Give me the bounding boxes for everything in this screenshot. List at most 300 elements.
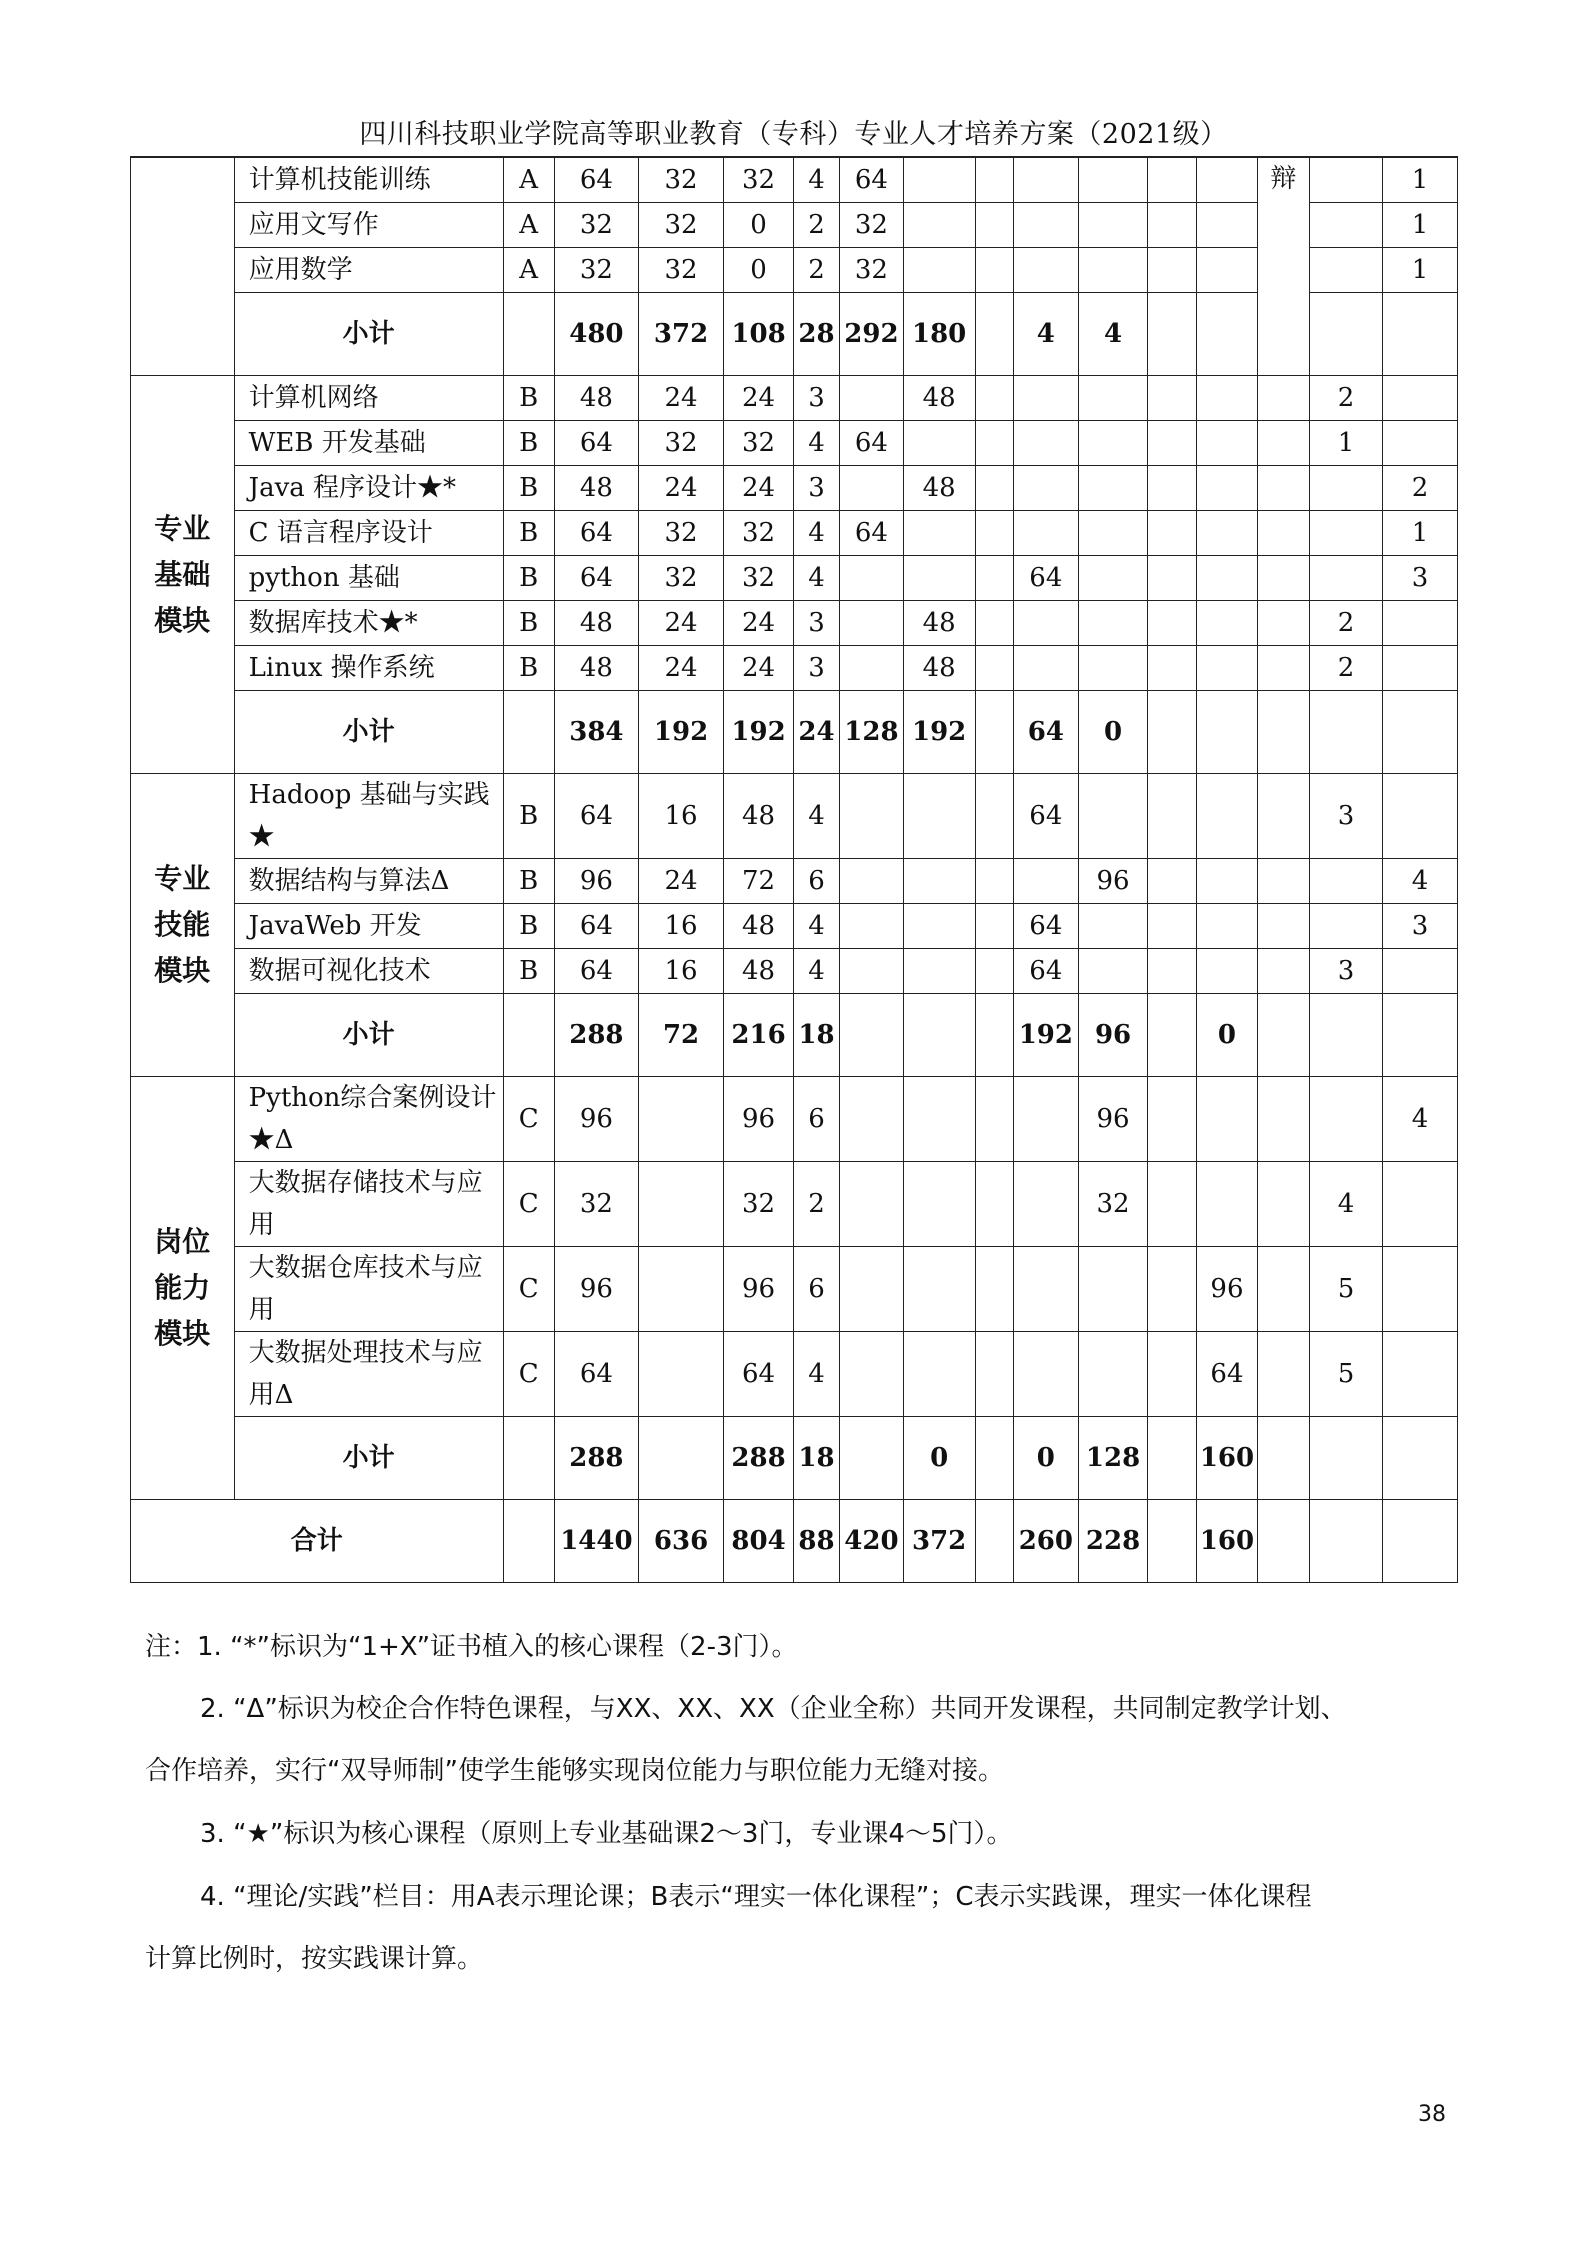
table-row: [131, 556, 1458, 601]
cell: [503, 691, 554, 774]
practice-hours: 0: [724, 203, 794, 248]
semester-4: 32: [1079, 1162, 1148, 1247]
test-col: [1382, 691, 1457, 774]
cell: [1147, 1417, 1196, 1500]
cell: [503, 1500, 554, 1583]
semester-5: [1197, 1077, 1258, 1162]
semester-5: [1197, 904, 1258, 949]
semester-1: [840, 904, 904, 949]
semester-5: [1197, 774, 1258, 859]
semester-1: [840, 466, 904, 511]
theory-hours: 32: [638, 511, 723, 556]
semester-2: [903, 1077, 975, 1162]
course-type: B: [503, 556, 554, 601]
exam-col: [1310, 466, 1383, 511]
exam-col: 4: [1310, 1162, 1383, 1247]
semester-2: [903, 511, 975, 556]
table-row: [131, 774, 1458, 859]
cell: [1147, 994, 1196, 1077]
practice-hours: 108: [724, 293, 794, 376]
semester-3: 260: [1013, 1500, 1079, 1583]
exam-col: [1310, 158, 1383, 203]
page-number: 38: [1418, 2102, 1446, 2127]
exam-col: [1310, 1077, 1383, 1162]
test-col: 2: [1382, 466, 1457, 511]
practice-hours: 48: [724, 774, 794, 859]
semester-2: [903, 203, 975, 248]
exam-col: [1310, 511, 1383, 556]
semester-3: 64: [1013, 774, 1079, 859]
cell: [975, 1332, 1013, 1417]
semester-3: 4: [1013, 293, 1079, 376]
assessment-cell: 辩: [1257, 158, 1309, 376]
cell: [975, 556, 1013, 601]
course-name: 大数据仓库技术与应用: [234, 1247, 503, 1332]
credits: 18: [793, 1417, 839, 1500]
semester-5: 96: [1197, 1247, 1258, 1332]
credits: 2: [793, 248, 839, 293]
test-col: [1382, 601, 1457, 646]
module-label: 专业技能模块: [131, 774, 235, 1077]
test-col: 4: [1382, 1077, 1457, 1162]
credits: 4: [793, 421, 839, 466]
exam-col: [1310, 691, 1383, 774]
note-1: 注：1. “*”标识为“1+X”证书植入的核心课程（2-3门）。: [145, 1632, 798, 1662]
semester-1: 64: [840, 158, 904, 203]
cell: [1147, 1077, 1196, 1162]
test-col: 4: [1382, 859, 1457, 904]
course-type: B: [503, 466, 554, 511]
semester-5: [1197, 376, 1258, 421]
test-col: [1382, 949, 1457, 994]
practice-hours: 0: [724, 248, 794, 293]
semester-3: 192: [1013, 994, 1079, 1077]
course-name: JavaWeb 开发: [234, 904, 503, 949]
total-hours: 32: [554, 1162, 638, 1247]
semester-4: [1079, 556, 1148, 601]
exam-col: [1310, 293, 1383, 376]
table-row: [131, 601, 1458, 646]
semester-1: [840, 556, 904, 601]
cell: [975, 1417, 1013, 1500]
assessment-cell: [1257, 774, 1309, 859]
assessment-cell: [1257, 904, 1309, 949]
table-row: [131, 1247, 1458, 1332]
total-hours: 32: [554, 248, 638, 293]
theory-hours: 24: [638, 859, 723, 904]
table-row: [131, 1162, 1458, 1247]
course-type: B: [503, 601, 554, 646]
cell: [1147, 466, 1196, 511]
test-col: [1382, 774, 1457, 859]
semester-4: 4: [1079, 293, 1148, 376]
cell: [975, 691, 1013, 774]
exam-col: [1310, 1417, 1383, 1500]
exam-col: 1: [1310, 421, 1383, 466]
cell: [1147, 774, 1196, 859]
table-row: [131, 511, 1458, 556]
semester-3: [1013, 203, 1079, 248]
semester-4: [1079, 158, 1148, 203]
semester-4: [1079, 601, 1148, 646]
semester-1: 32: [840, 248, 904, 293]
credits: 4: [793, 158, 839, 203]
exam-col: 5: [1310, 1332, 1383, 1417]
test-col: [1382, 1247, 1457, 1332]
test-col: 3: [1382, 904, 1457, 949]
assessment-cell: [1257, 1247, 1309, 1332]
semester-3: [1013, 1332, 1079, 1417]
table-row: [131, 1332, 1458, 1417]
cell: [975, 601, 1013, 646]
theory-hours: [638, 1417, 723, 1500]
course-name: 计算机技能训练: [234, 158, 503, 203]
cell: [975, 949, 1013, 994]
cell: [975, 646, 1013, 691]
total-hours: 96: [554, 859, 638, 904]
semester-5: 160: [1197, 1500, 1258, 1583]
theory-hours: 16: [638, 774, 723, 859]
table-row: [131, 376, 1458, 421]
table-row: [131, 949, 1458, 994]
total-hours: 64: [554, 1332, 638, 1417]
cell: [1147, 293, 1196, 376]
test-col: [1382, 293, 1457, 376]
semester-3: 0: [1013, 1417, 1079, 1500]
cell: [503, 1417, 554, 1500]
total-hours: 96: [554, 1247, 638, 1332]
module-label: 专业基础模块: [131, 376, 235, 774]
cell: [1147, 691, 1196, 774]
test-col: [1382, 1500, 1457, 1583]
course-name: 大数据存储技术与应用: [234, 1162, 503, 1247]
credits: 6: [793, 1247, 839, 1332]
semester-3: [1013, 248, 1079, 293]
exam-col: [1310, 1500, 1383, 1583]
course-name: WEB 开发基础: [234, 421, 503, 466]
semester-3: [1013, 421, 1079, 466]
test-col: 1: [1382, 158, 1457, 203]
semester-5: [1197, 949, 1258, 994]
course-type: C: [503, 1077, 554, 1162]
semester-2: [903, 949, 975, 994]
table-row: [131, 859, 1458, 904]
practice-hours: 24: [724, 646, 794, 691]
credits: 28: [793, 293, 839, 376]
cell: [1147, 904, 1196, 949]
course-type: B: [503, 774, 554, 859]
note-2-continued: 合作培养，实行“双导师制”使学生能够实现岗位能力与职位能力无缝对接。: [145, 1756, 1004, 1786]
exam-col: [1310, 859, 1383, 904]
semester-1: [840, 1077, 904, 1162]
semester-4: [1079, 466, 1148, 511]
subtotal-label: 小计: [234, 994, 503, 1077]
semester-1: 292: [840, 293, 904, 376]
cell: [975, 421, 1013, 466]
semester-2: [903, 421, 975, 466]
practice-hours: 32: [724, 1162, 794, 1247]
cell: [975, 293, 1013, 376]
theory-hours: 72: [638, 994, 723, 1077]
semester-1: 64: [840, 421, 904, 466]
total-hours: 64: [554, 556, 638, 601]
practice-hours: 32: [724, 511, 794, 556]
semester-3: [1013, 646, 1079, 691]
practice-hours: 24: [724, 376, 794, 421]
credits: 3: [793, 601, 839, 646]
test-col: [1382, 1162, 1457, 1247]
cell: [975, 466, 1013, 511]
practice-hours: 48: [724, 904, 794, 949]
course-name: 数据可视化技术: [234, 949, 503, 994]
practice-hours: 24: [724, 601, 794, 646]
semester-2: 372: [903, 1500, 975, 1583]
semester-5: [1197, 859, 1258, 904]
cell: [1147, 248, 1196, 293]
course-name: C 语言程序设计: [234, 511, 503, 556]
cell: [975, 158, 1013, 203]
test-col: [1382, 421, 1457, 466]
cell: [1147, 1162, 1196, 1247]
practice-hours: 96: [724, 1247, 794, 1332]
theory-hours: 16: [638, 949, 723, 994]
practice-hours: 48: [724, 949, 794, 994]
semester-5: [1197, 203, 1258, 248]
semester-5: [1197, 646, 1258, 691]
semester-3: [1013, 158, 1079, 203]
test-col: 1: [1382, 248, 1457, 293]
assessment-cell: [1257, 511, 1309, 556]
practice-hours: 32: [724, 556, 794, 601]
cell: [975, 994, 1013, 1077]
semester-1: [840, 949, 904, 994]
test-col: 1: [1382, 203, 1457, 248]
total-hours: 288: [554, 1417, 638, 1500]
semester-5: [1197, 248, 1258, 293]
table-row: [131, 646, 1458, 691]
semester-4: [1079, 421, 1148, 466]
course-type: B: [503, 511, 554, 556]
cell: [1147, 601, 1196, 646]
cell: [975, 1077, 1013, 1162]
semester-4: [1079, 376, 1148, 421]
semester-2: 0: [903, 1417, 975, 1500]
course-type: B: [503, 949, 554, 994]
exam-col: 3: [1310, 774, 1383, 859]
theory-hours: [638, 1332, 723, 1417]
table-row: [131, 1077, 1458, 1162]
theory-hours: [638, 1162, 723, 1247]
credits: 4: [793, 774, 839, 859]
cell: [975, 904, 1013, 949]
assessment-cell: [1257, 1332, 1309, 1417]
semester-4: [1079, 511, 1148, 556]
cell: [503, 293, 554, 376]
total-hours: 64: [554, 158, 638, 203]
semester-4: [1079, 248, 1148, 293]
semester-5: [1197, 691, 1258, 774]
assessment-cell: [1257, 646, 1309, 691]
cell: [975, 203, 1013, 248]
semester-4: 0: [1079, 691, 1148, 774]
course-type: B: [503, 646, 554, 691]
total-hours: 48: [554, 601, 638, 646]
course-name: Python综合案例设计★Δ: [234, 1077, 503, 1162]
credits: 3: [793, 646, 839, 691]
test-col: 3: [1382, 556, 1457, 601]
theory-hours: 32: [638, 158, 723, 203]
semester-2: 48: [903, 466, 975, 511]
course-plan-table: [130, 157, 1458, 1583]
assessment-cell: [1257, 859, 1309, 904]
semester-3: [1013, 511, 1079, 556]
semester-1: [840, 1417, 904, 1500]
semester-3: [1013, 1247, 1079, 1332]
semester-3: [1013, 1162, 1079, 1247]
course-name: 数据库技术★*: [234, 601, 503, 646]
cell: [1147, 376, 1196, 421]
semester-3: 64: [1013, 949, 1079, 994]
module-cell: [131, 158, 235, 376]
cell: [1147, 1247, 1196, 1332]
test-col: 1: [1382, 511, 1457, 556]
semester-4: [1079, 949, 1148, 994]
course-type: A: [503, 158, 554, 203]
page-header: 四川科技职业学院高等职业教育（专科）专业人才培养方案（2021级）: [359, 119, 1228, 150]
course-name: Hadoop 基础与实践★: [234, 774, 503, 859]
semester-1: 420: [840, 1500, 904, 1583]
practice-hours: 804: [724, 1500, 794, 1583]
theory-hours: 192: [638, 691, 723, 774]
course-name: 计算机网络: [234, 376, 503, 421]
test-col: [1382, 1417, 1457, 1500]
cell: [975, 1500, 1013, 1583]
test-col: [1382, 1332, 1457, 1417]
cell: [975, 1162, 1013, 1247]
assessment-cell: [1257, 1162, 1309, 1247]
semester-2: 192: [903, 691, 975, 774]
semester-1: [840, 376, 904, 421]
exam-col: 2: [1310, 376, 1383, 421]
semester-2: 48: [903, 601, 975, 646]
semester-1: [840, 601, 904, 646]
semester-3: 64: [1013, 904, 1079, 949]
exam-col: 2: [1310, 646, 1383, 691]
cell: [975, 859, 1013, 904]
course-name: Linux 操作系统: [234, 646, 503, 691]
course-name: 数据结构与算法Δ: [234, 859, 503, 904]
exam-col: [1310, 904, 1383, 949]
semester-1: 32: [840, 203, 904, 248]
course-type: C: [503, 1332, 554, 1417]
semester-5: [1197, 421, 1258, 466]
semester-4: [1079, 646, 1148, 691]
total-hours: 48: [554, 466, 638, 511]
semester-4: 128: [1079, 1417, 1148, 1500]
semester-5: [1197, 293, 1258, 376]
test-col: [1382, 994, 1457, 1077]
semester-4: [1079, 1247, 1148, 1332]
cell: [1147, 421, 1196, 466]
total-hours: 1440: [554, 1500, 638, 1583]
total-hours: 288: [554, 994, 638, 1077]
cell: [975, 248, 1013, 293]
subtotal-label: 小计: [234, 1417, 503, 1500]
semester-1: [840, 774, 904, 859]
semester-2: [903, 994, 975, 1077]
course-name: 大数据处理技术与应用Δ: [234, 1332, 503, 1417]
semester-1: [840, 646, 904, 691]
total-label: 合计: [131, 1500, 504, 1583]
semester-2: 48: [903, 376, 975, 421]
cell: [1147, 646, 1196, 691]
semester-1: [840, 1162, 904, 1247]
credits: 24: [793, 691, 839, 774]
total-hours: 32: [554, 203, 638, 248]
theory-hours: 32: [638, 203, 723, 248]
practice-hours: 72: [724, 859, 794, 904]
exam-col: [1310, 203, 1383, 248]
semester-4: 228: [1079, 1500, 1148, 1583]
theory-hours: 32: [638, 556, 723, 601]
assessment-cell: [1257, 1077, 1309, 1162]
total-hours: 480: [554, 293, 638, 376]
note-4-continued: 计算比例时，按实践课计算。: [145, 1944, 484, 1974]
course-name: 应用文写作: [234, 203, 503, 248]
credits: 3: [793, 376, 839, 421]
semester-1: [840, 1247, 904, 1332]
semester-1: 128: [840, 691, 904, 774]
semester-2: [903, 774, 975, 859]
total-hours: 48: [554, 376, 638, 421]
semester-2: [903, 248, 975, 293]
course-type: A: [503, 203, 554, 248]
semester-4: [1079, 774, 1148, 859]
course-type: B: [503, 421, 554, 466]
practice-hours: 32: [724, 158, 794, 203]
theory-hours: 636: [638, 1500, 723, 1583]
credits: 4: [793, 511, 839, 556]
note-2: 2. “Δ”标识为校企合作特色课程，与XX、XX、XX（企业全称）共同开发课程，共同制定教学计划、: [200, 1694, 1347, 1724]
course-name: 应用数学: [234, 248, 503, 293]
theory-hours: 24: [638, 376, 723, 421]
credits: 3: [793, 466, 839, 511]
semester-2: [903, 1162, 975, 1247]
theory-hours: 16: [638, 904, 723, 949]
exam-col: 5: [1310, 1247, 1383, 1332]
table-row: [131, 158, 1458, 203]
subtotal-label: 小计: [234, 293, 503, 376]
credits: 4: [793, 1332, 839, 1417]
cell: [975, 774, 1013, 859]
cell: [975, 511, 1013, 556]
semester-1: [840, 1332, 904, 1417]
theory-hours: 32: [638, 421, 723, 466]
credits: 4: [793, 556, 839, 601]
note-3: 3. “★”标识为核心课程（原则上专业基础课2～3门，专业课4～5门）。: [200, 1819, 1013, 1849]
semester-5: 64: [1197, 1332, 1258, 1417]
practice-hours: 216: [724, 994, 794, 1077]
theory-hours: 24: [638, 466, 723, 511]
cell: [1147, 556, 1196, 601]
total-hours: 64: [554, 511, 638, 556]
total-hours: 64: [554, 774, 638, 859]
theory-hours: 32: [638, 248, 723, 293]
test-col: [1382, 376, 1457, 421]
total-hours: 64: [554, 904, 638, 949]
credits: 2: [793, 203, 839, 248]
semester-5: [1197, 601, 1258, 646]
